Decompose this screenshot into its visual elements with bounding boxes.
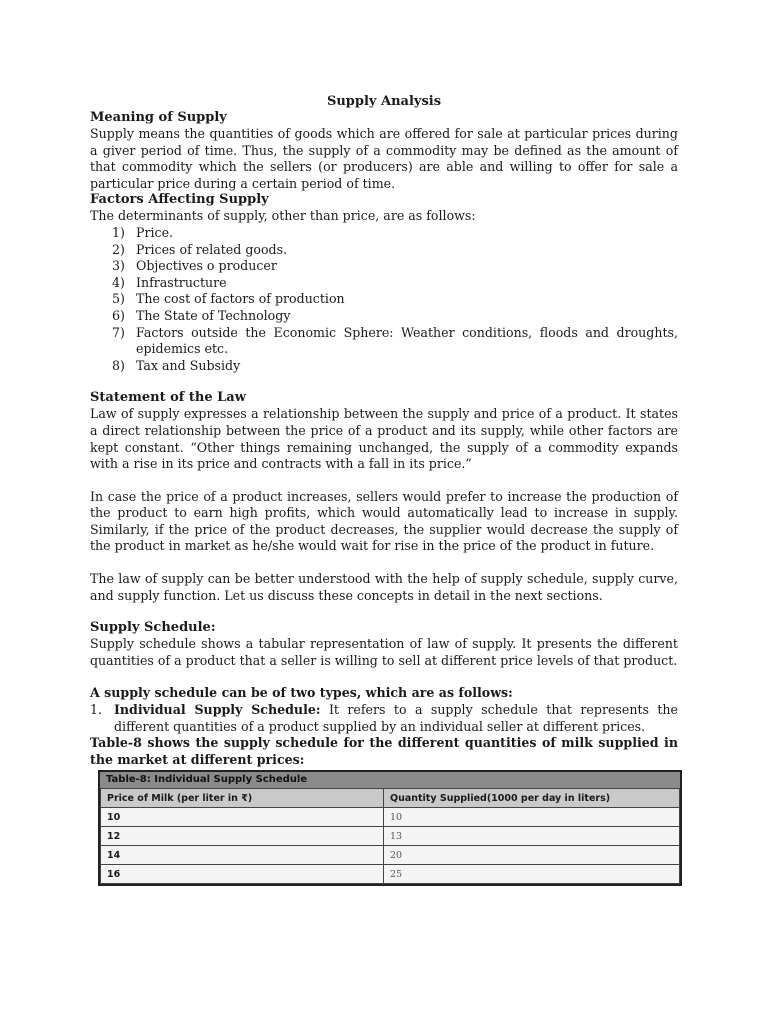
table-header-row — [101, 789, 680, 808]
price-cell: 10 — [101, 808, 384, 827]
list-item — [90, 308, 678, 325]
list-item-text: Objectives o producer — [136, 258, 277, 274]
list-item — [90, 358, 678, 375]
spacer — [90, 473, 678, 489]
list-item-number: 7) — [112, 324, 125, 340]
supply-schedule-table — [100, 788, 680, 884]
schedule-heading: Supply Schedule: — [90, 620, 216, 636]
page-title: Supply Analysis — [326, 94, 442, 109]
table-caption: Table-8: Individual Supply Schedule — [100, 772, 680, 788]
list-item — [90, 242, 678, 259]
list-item-text: Factors outside the Economic Sphere: Weather conditions, floods and droughts, epidemics etc. — [136, 324, 678, 357]
list-item-number: 5) — [112, 291, 125, 307]
list-item-text: Tax and Subsidy — [136, 357, 241, 373]
list-item-text — [114, 702, 678, 735]
quantity-cell: 20 — [384, 846, 680, 865]
factors-heading: Factors Affecting Supply — [90, 192, 269, 208]
table-row — [101, 808, 680, 827]
meaning-heading: Meaning of Supply — [90, 110, 227, 125]
law-heading: Statement of the Law — [90, 390, 246, 406]
price-cell: 14 — [101, 846, 384, 865]
law-paragraph-3: The law of supply can be better understood with the help of supply schedule, supply curve, and supply function. Let us discuss these concepts in detail in the next sections. — [90, 571, 678, 603]
list-item — [90, 702, 678, 735]
quantity-cell: 13 — [384, 827, 680, 846]
law-paragraph-1: Law of supply expresses a relationship between the supply and price of a product. It states a direct relationship between the price of a product and its supply, while other factors are kept constant. “Other things remaining unchanged, the supply of a commodity expands with a rise in its price and contracts with a fall in its price.” — [90, 406, 678, 472]
list-item — [90, 225, 678, 242]
list-item-number: 6) — [112, 307, 125, 323]
list-item-text: Price. — [136, 224, 174, 240]
table-intro: Table-8 shows the supply schedule for the different quantities of milk supplied in the market at different prices: — [90, 735, 678, 767]
quantity-cell: 25 — [384, 865, 680, 884]
spacer — [90, 604, 678, 620]
list-item-text: Infrastructure — [136, 274, 227, 290]
law-paragraph-2: In case the price of a product increases, sellers would prefer to increase the production of the product to earn high profits, which would automatically lead to increase in supply. Similarly, if the price of the product decreases, the supplier would decrease the supply of the product in market as he/she would wait for rise in the price of the product in future. — [90, 488, 678, 554]
spacer — [90, 374, 678, 390]
column-header: Quantity Supplied(1000 per day in liters) — [384, 789, 680, 808]
price-cell: 16 — [101, 865, 384, 884]
factors-list — [90, 225, 678, 374]
list-item-number: 1) — [112, 224, 125, 240]
column-header: Price of Milk (per liter in ₹) — [101, 789, 384, 808]
list-item-number: 2) — [112, 241, 125, 257]
list-item-text: The State of Technology — [136, 307, 291, 323]
list-item — [90, 275, 678, 292]
list-item — [90, 291, 678, 308]
individual-schedule-label: Individual Supply Schedule: — [114, 702, 321, 718]
price-cell: 12 — [101, 827, 384, 846]
schedule-types-intro: A supply schedule can be of two types, which are as follows: — [90, 685, 513, 701]
list-item — [90, 258, 678, 275]
meaning-paragraph: Supply means the quantities of goods which are offered for sale at particular prices during a giver period of time. Thus, the supply of a commodity may be defined as the amount of that commodity which the sellers (or producers) are able and willing to offer for sale a particular price during a certain period of time. — [90, 126, 678, 191]
list-item-text: The cost of factors of production — [136, 291, 345, 307]
table-row — [101, 846, 680, 865]
list-item-number: 3) — [112, 258, 125, 274]
list-item-text: Prices of related goods. — [136, 241, 288, 257]
schedule-paragraph: Supply schedule shows a tabular representation of law of supply. It presents the different quantities of a product that a seller is willing to sell at different price levels of that product. — [90, 636, 678, 668]
supply-table — [98, 770, 682, 886]
list-item — [90, 325, 678, 358]
list-item-number: 1. — [90, 702, 103, 718]
list-item-number: 8) — [112, 357, 125, 373]
individual-schedule-text: It refers to a supply schedule that represents the different quantities of a product supplied by an individual seller at different prices. — [114, 702, 678, 734]
spacer — [90, 555, 678, 571]
quantity-cell: 10 — [384, 808, 680, 827]
table-row — [101, 865, 680, 884]
list-item-number: 4) — [112, 274, 125, 290]
factors-intro: The determinants of supply, other than price, are as follows: — [90, 208, 476, 224]
table-row — [101, 827, 680, 846]
spacer — [90, 669, 678, 685]
